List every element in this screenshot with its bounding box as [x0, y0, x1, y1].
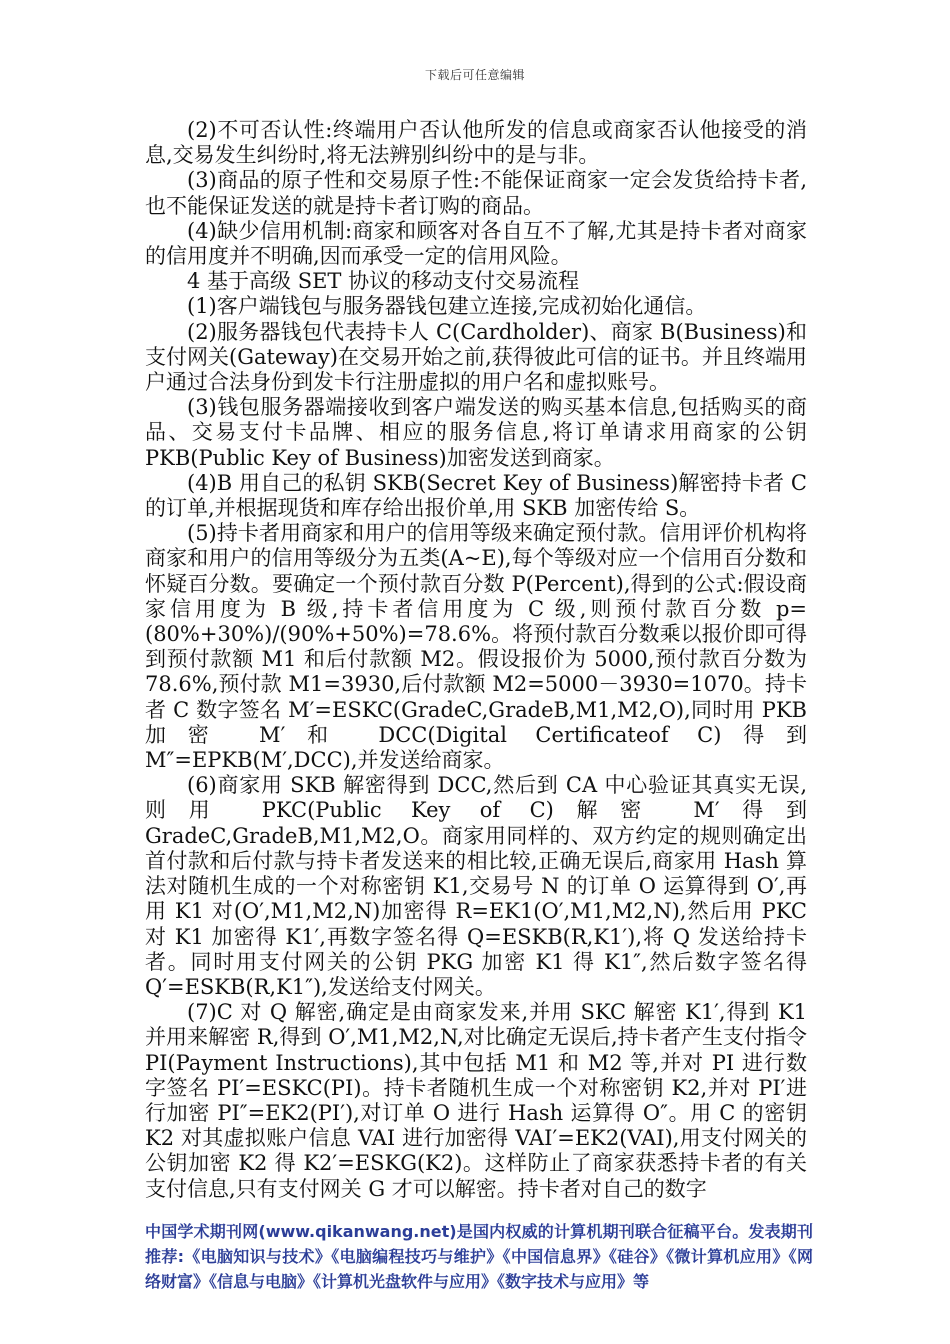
paragraph-credit-mechanism: (4)缺少信用机制:商家和顾客对各自互不了解,尤其是持卡者对商家的信用度并不明确,因而承受一定的信用风险。 — [145, 218, 807, 269]
paragraph-step-3: (3)钱包服务器端接收到客户端发送的购买基本信息,包括购买的商品、交易支付卡品牌、相应的服务信息,将订单请求用商家的公钥 PKB(Public Key of Business)加密发送到商家。 — [145, 395, 807, 470]
section-heading: 4 基于高级 SET 协议的移动支付交易流程 — [187, 269, 580, 294]
page-header-note: 下载后可任意编辑 — [424, 68, 525, 82]
paragraph-atomicity: (3)商品的原子性和交易原子性:不能保证商家一定会发货给持卡者,也不能保证发送的就是持卡者订购的商品。 — [145, 168, 807, 218]
paragraph-step-4: (4)B 用自己的私钥 SKB(Secret Key of Business)解密持卡者 C 的订单,并根据现货和库存给出报价单,用 SKB 加密传给 S。 — [145, 470, 807, 521]
paragraph-step-2: (2)服务器钱包代表持卡人 C(Cardholder)、商家 B(Business)和支付网关(Gateway)在交易开始之前,获得彼此可信的证书。并且终端用户通过合法身份到发卡行注册虚拟的用户名和虚拟账号。 — [145, 319, 807, 395]
document-body — [145, 118, 807, 1202]
paragraph-step-7: (7)C 对 Q 解密,确定是由商家发来,并用 SKC 解密 K1′,得到 K1 并用来解密 R,得到 O′,M1,M2,N,对比确定无误后,持卡者产生支付指令 PI(Payment Instructions),其中包括 M1 和 M2 等,并对 PI 进行数字签名 PI′=ESKC(PI)。持卡者随机生成一个对称密钥 K2,并对 PI′进行加密 PI″=EK2(PI′),对订单 O 进行 Hash 运算得 O″。用 C 的密钥 K2 对其虚拟账户信息 VAI 进行加密得 VAI′=EK2(VAI),用支付网关的公钥加密 K2 得 K2′=ESKG(K2)。这样防止了商家获悉持卡者的有关支付信息,只有支付网关 G 才可以解密。持卡者对自己的数字 — [145, 1000, 807, 1201]
paragraph-step-6: (6)商家用 SKB 解密得到 DCC,然后到 CA 中心验证其真实无误,则用 PKC(Public Key of C)解密 M′得到 GradeC,GradeB,M1,M2,O。商家用同样的、双方约定的规则确定出首付款和后付款与持卡者发送来的相比较,正确无误后,商家用 Hash 算法对随机生成的一个对称密钥 K1,交易号 N 的订单 O 运算得到 O′,再用 K1 对(O′,M1,M2,N)加密得 R=EK1(O′,M1,M2,N),然后用 PKC 对 K1 加密得 K1′,再数字签名得 Q=ESKB(R,K1′),将 Q 发送给持卡者。同时用支付网关的公钥 PKG 加密 K1 得 K1″,然后数字签名得 Q′=ESKB(R,K1″),发送给支付网关。 — [145, 773, 807, 999]
footer-advertisement: 中国学术期刊网(www.qikanwang.net)是国内权威的计算机期刊联合征稿平台。发表期刊推荐:《电脑知识与技术》《电脑编程技巧与维护》《中国信息界》《硅谷》《微计算机应用》《网络财富》《信息与电脑》《计算机光盘软件与应用》《数字技术与应用》等 — [145, 1222, 813, 1291]
paragraph-non-repudiation: (2)不可否认性:终端用户否认他所发的信息或商家否认他接受的消息,交易发生纠纷时,将无法辨别纠纷中的是与非。 — [145, 118, 807, 168]
paragraph-step-1: (1)客户端钱包与服务器钱包建立连接,完成初始化通信。 — [187, 294, 707, 319]
paragraph-step-5: (5)持卡者用商家和用户的信用等级来确定预付款。信用评价机构将商家和用户的信用等级分为五类(A~E),每个等级对应一个信用百分数和怀疑百分数。要确定一个预付款百分数 P(Percent),得到的公式:假设商家信用度为 B 级,持卡者信用度为 C 级,则预付款百分数 p=(80%+30%)/(90%+50%)=78.6%。将预付款百分数乘以报价即可得到预付款额 M1 和后付款额 M2。假设报价为 5000,预付款百分数为 78.6%,预付款 M1=3930,后付款额 M2=5000－3930=1070。持卡者 C 数字签名 M′=ESKC(GradeC,GradeB,M1,M2,O),同时用 PKB 加密 M′和 DCC(Digital Certificateof C)得到 M″=EPKB(M′,DCC),并发送给商家。 — [145, 521, 807, 773]
